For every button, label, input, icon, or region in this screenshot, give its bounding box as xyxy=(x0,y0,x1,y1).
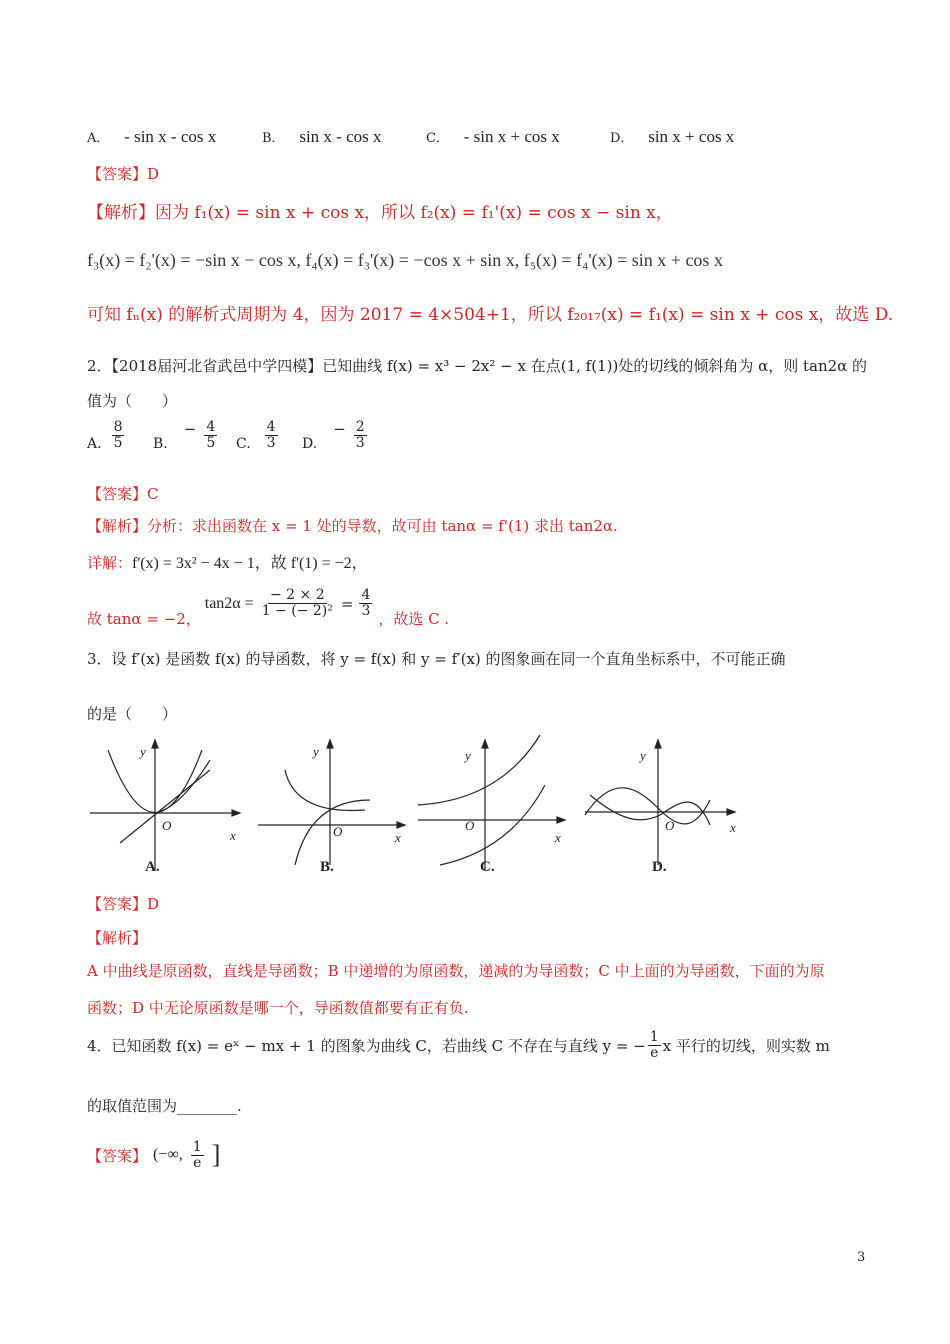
q1-analysis-3: 可知 fₙ(x) 的解析式周期为 4，因为 2017 = 4×504+1，所以 f₂₀₁₇(x) = f₁(x) = sin x + cos x，故选 D. xyxy=(87,305,894,325)
graph-c-upper xyxy=(418,735,540,805)
q3-graphs xyxy=(80,730,760,880)
denominator: 1 − (− 2)² xyxy=(261,603,333,619)
option-letter: D． xyxy=(610,131,634,146)
arrow-icon xyxy=(727,809,735,815)
denominator: 3 xyxy=(266,434,276,451)
q4-answer-fraction xyxy=(191,1140,204,1170)
option-letter: C. xyxy=(236,436,251,453)
q2-option-d xyxy=(302,420,369,452)
option-fraction xyxy=(204,420,217,450)
graph-d-curve-2 xyxy=(590,795,710,825)
q2-detail-1 xyxy=(87,550,368,573)
numerator: 4 xyxy=(206,419,216,435)
denominator: e xyxy=(650,1044,659,1061)
arrow-icon xyxy=(655,740,661,748)
graph-d-y-label: y xyxy=(640,748,646,763)
arrow-icon xyxy=(397,822,405,828)
graph-c-y-label: y xyxy=(465,748,471,763)
q4-stem-part-2: x 平行的切线，则实数 m xyxy=(662,1036,830,1055)
q3-answer: 【答案】D xyxy=(87,895,160,913)
denominator: 5 xyxy=(206,434,216,451)
numerator: − 2 × 2 xyxy=(269,587,325,604)
q1-analysis-2: f₃(x) = f₂'(x) = −sin x − cos x, f₄(x) = f₃'(x) = −cos x + sin x, f₅(x) = f₄'(x) = sin x + cos x xyxy=(87,250,723,270)
option-letter: A. xyxy=(87,436,102,453)
graph-b-decreasing xyxy=(285,770,365,811)
q4-fraction xyxy=(648,1030,661,1060)
arrow-icon xyxy=(557,817,565,823)
numerator: 1 xyxy=(649,1029,659,1045)
graph-a-y-label: y xyxy=(140,744,146,759)
graph-c-lower xyxy=(440,785,545,865)
option-expr: - sin x - cos x xyxy=(124,127,217,146)
q2-stem-2: 值为（ ） xyxy=(87,392,178,410)
q2-option-a xyxy=(87,420,126,452)
numerator: 4 xyxy=(361,587,371,604)
option-letter: B. xyxy=(153,436,168,453)
numerator: 8 xyxy=(113,419,123,435)
option-expr: - sin x + cos x xyxy=(463,127,560,146)
graph-a-x-label: x xyxy=(230,828,236,843)
q2-analysis-1: 【解析】分析：求出函数在 x = 1 处的导数，故可由 tanα = f'(1) 求出 tan2α. xyxy=(87,517,618,535)
denominator: 3 xyxy=(361,603,371,619)
q2-detail-fraction xyxy=(260,588,335,618)
q3-analysis-label: 【解析】 xyxy=(87,929,148,947)
q1-option-b xyxy=(262,127,382,147)
q3-stem-1: 3．设 f′(x) 是函数 f(x) 的导函数，将 y = f(x) 和 y = f′(x) 的图象画在同一个直角坐标系中，不可能正确 xyxy=(87,650,786,668)
option-letter: D. xyxy=(302,436,318,453)
graph-c-origin: O xyxy=(465,818,475,833)
graph-c-x-label: x xyxy=(555,830,561,845)
graph-b-y-label: y xyxy=(313,744,319,759)
option-fraction xyxy=(354,420,367,450)
graph-b-origin: O xyxy=(333,824,343,839)
option-sign: − xyxy=(333,420,346,439)
numerator: 1 xyxy=(192,1139,202,1155)
arrow-icon xyxy=(152,740,158,748)
option-letter: A． xyxy=(87,131,110,146)
q1-analysis-1 xyxy=(87,198,673,223)
q2-result-fraction xyxy=(359,588,372,618)
q2-detail-equals: = xyxy=(340,594,354,613)
q2-detail-tan: 故 tanα = −2， xyxy=(87,610,201,628)
q3-analysis-2: 函数；D 中无论原函数是哪一个，导函数值都要有正有负. xyxy=(87,999,469,1017)
q1-analysis-line-1: 因为 f₁(x) = sin x + cos x，所以 f₂(x) = f₁'(x) = cos x − sin x， xyxy=(155,203,673,223)
graph-b-x-label: x xyxy=(395,830,401,845)
q1-analysis-label: 【解析】 xyxy=(87,203,155,223)
q1-option-a xyxy=(87,127,216,147)
option-expr: sin x + cos x xyxy=(648,127,735,146)
q4-answer xyxy=(87,1140,220,1170)
q2-detail-line-1: f'(x) = 3x² − 4x − 1，故 f'(1) = −2， xyxy=(132,555,368,572)
option-letter: B． xyxy=(262,131,285,146)
q2-detail-label: 详解： xyxy=(87,554,133,572)
numerator: 4 xyxy=(266,419,276,435)
arrow-icon xyxy=(327,740,333,748)
option-fraction xyxy=(112,420,125,450)
q2-stem-1: 2．【2018届河北省武邑中学四模】已知曲线 f(x) = x³ − 2x² − x 在点(1, f(1))处的切线的倾斜角为 α，则 tan2α 的 xyxy=(87,357,868,375)
graph-b-label: B. xyxy=(320,859,334,875)
graph-d-label: D. xyxy=(652,859,667,875)
denominator: 5 xyxy=(113,434,123,451)
q2-detail-conclusion: ，故选 C . xyxy=(378,610,450,628)
q2-detail-tan2: tan2α = xyxy=(204,594,254,612)
q4-answer-open: (−∞, xyxy=(153,1146,183,1164)
q2-answer: 【答案】C xyxy=(87,485,159,503)
q2-option-c xyxy=(236,420,280,452)
q3-stem-2: 的是（ ） xyxy=(87,705,178,723)
q4-answer-label: 【答案】 xyxy=(87,1146,148,1165)
graph-a-label: A. xyxy=(145,859,160,875)
option-sign: − xyxy=(183,420,197,439)
graph-c-label: C. xyxy=(480,859,495,875)
q1-option-d xyxy=(610,127,734,147)
q3-analysis-1: A 中曲线是原函数，直线是导函数；B 中递增的为原函数，递减的为导函数；C 中上面的为导函数，下面的为原 xyxy=(87,962,825,980)
option-expr: sin x - cos x xyxy=(299,127,382,146)
q4-answer-close: ] xyxy=(211,1140,221,1170)
arrow-icon xyxy=(232,810,240,816)
q4-stem-part-1: 4．已知函数 f(x) = eˣ − mx + 1 的图象为曲线 C，若曲线 C 不存在与直线 y = − xyxy=(87,1036,646,1055)
graph-a-origin: O xyxy=(162,818,172,833)
q1-answer: 【答案】D xyxy=(87,165,160,183)
numerator: 2 xyxy=(355,419,365,435)
q1-option-c xyxy=(426,127,560,147)
graph-d-x-label: x xyxy=(730,820,736,835)
q4-stem-2: 的取值范围为________. xyxy=(87,1097,242,1115)
option-fraction xyxy=(265,420,278,450)
arrow-icon xyxy=(482,740,488,748)
graph-d-origin: O xyxy=(665,818,675,833)
denominator: e xyxy=(193,1154,202,1171)
q2-detail-2 xyxy=(87,578,449,629)
option-letter: C． xyxy=(426,131,449,146)
graph-a-curve xyxy=(155,760,210,813)
q4-stem-1 xyxy=(87,1030,830,1060)
denominator: 3 xyxy=(355,434,365,451)
page-number: 3 xyxy=(857,1250,866,1265)
q2-option-b xyxy=(153,420,219,452)
